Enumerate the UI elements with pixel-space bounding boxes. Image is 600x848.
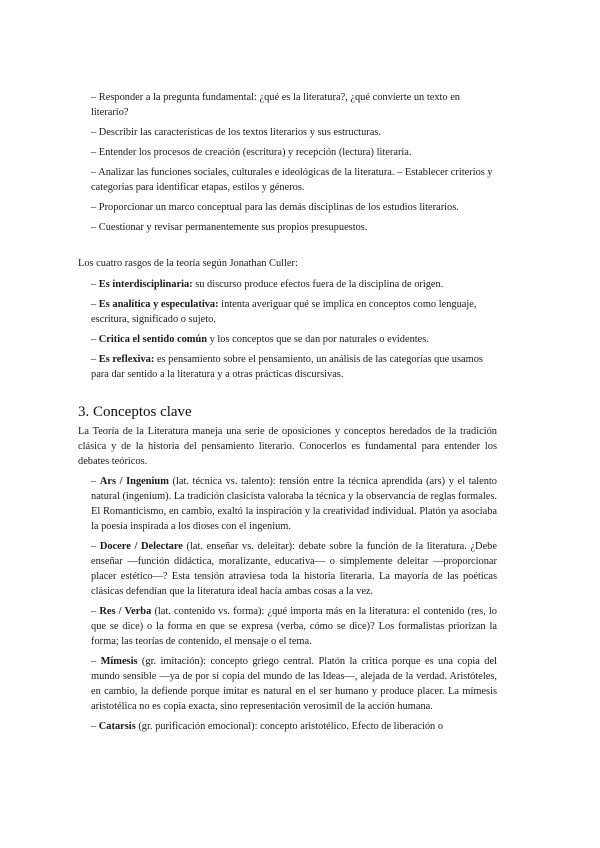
list-item: – Responder a la pregunta fundamental: ¿qué es la literatura?, ¿qué convierte un texto en literario? <box>91 92 461 118</box>
culler-traits-list <box>0 277 600 382</box>
term: Res / Verba <box>99 606 152 617</box>
list-item: – Cuestionar y revisar permanentemente sus propios presupuestos. <box>91 222 368 233</box>
section-heading-block <box>0 403 600 421</box>
term: Es reflexiva: <box>98 354 155 365</box>
concepts-list <box>0 474 600 734</box>
list-item: – Critica el sentido común y los conceptos que se dan por naturales o evidentes. <box>91 334 429 345</box>
term: Es analítica y especulativa: <box>98 299 219 310</box>
culler-intro: Los cuatro rasgos de la teoría según Jonathan Culler: <box>78 258 298 269</box>
term: Docere / Delectare <box>99 541 183 552</box>
list-item: – Proporcionar un marco conceptual para las demás disciplinas de los estudios literarios. <box>91 202 459 213</box>
list-item: – Entender los procesos de creación (escritura) y recepción (lectura) literaria. <box>91 147 412 158</box>
term: Catarsis <box>98 721 136 732</box>
section-intro-block <box>0 424 600 469</box>
list-item: – Docere / Delectare (lat. enseñar vs. deleitar): debate sobre la función de la literatura. ¿Debe enseñar —función didáctica, moralizante, educativa— o simplemente deleitar —proporcionar placer estético—? Esta tensión atraviesa toda la historia literaria. La mayoría de las poéticas clásicas defendían que la literatura ideal hacía ambas cosas a la vez. <box>91 541 497 597</box>
list-item: – Analizar las funciones sociales, culturales e ideológicas de la literatura. – Establecer criterios y categorías para identificar etapas, estilos y géneros. <box>91 167 493 193</box>
list-item: – Es interdisciplinaria: su discurso produce efectos fuera de la disciplina de origen. <box>91 279 444 290</box>
list-item: – Catarsis (gr. purificación emocional): concepto aristotélico. Efecto de liberación o <box>91 721 444 732</box>
section-heading: 3. Conceptos clave <box>78 404 192 420</box>
list-item: – Es reflexiva: es pensamiento sobre el pensamiento, un análisis de las categorías que usamos para dar sentido a la literatura y a otras prácticas discursivas. <box>91 354 483 380</box>
list-item: – Res / Verba (lat. contenido vs. forma): ¿qué importa más en la literatura: el contenido (res, lo que se dice) o la forma en que se expresa (verba, cómo se dice)? Los formalistas priorizan la forma; las teorías de contenido, el mensaje o el tema. <box>91 606 497 647</box>
list-item: – Ars / Ingenium (lat. técnica vs. talento): tensión entre la técnica aprendida (ars) y el talento natural (ingenium). La tradición clasicista valoraba la técnica y la observancia de reglas formales. El Romanticismo, en cambio, exaltó la inspiración y la creatividad individual. Platón ya asociaba la poesía inspirada a los dioses con el ingenium. <box>91 476 497 532</box>
objectives-list <box>0 90 600 235</box>
list-item: – Describir las características de los textos literarios y sus estructuras. <box>91 127 381 138</box>
list-item: – Mímesis (gr. imitación): concepto griego central. Platón la critica porque es una copia del mundo sensible —ya de por sí copia del mundo de las Ideas—, alejada de la verdad. Aristóteles, en cambio, la defiende porque imitar es natural en el ser humano y produce placer. La mímesis aristotélica no es copia exacta, sino representación verosímil de la acción humana. <box>91 656 497 712</box>
term: Critica el sentido común <box>98 334 208 345</box>
culler-intro-block <box>0 256 600 271</box>
term: Ars / Ingenium <box>99 476 169 487</box>
section-intro: La Teoría de la Literatura maneja una serie de oposiciones y conceptos heredados de la tradición clásica y de la historia del pensamiento literario. Conocerlos es fundamental para entender los debates teóricos. <box>78 426 497 467</box>
term: Es interdisciplinaria: <box>98 279 193 290</box>
term: Mímesis <box>100 656 138 667</box>
list-item: – Es analítica y especulativa: intenta averiguar qué se implica en conceptos como lenguaje, escritura, significado o sujeto. <box>91 299 477 325</box>
